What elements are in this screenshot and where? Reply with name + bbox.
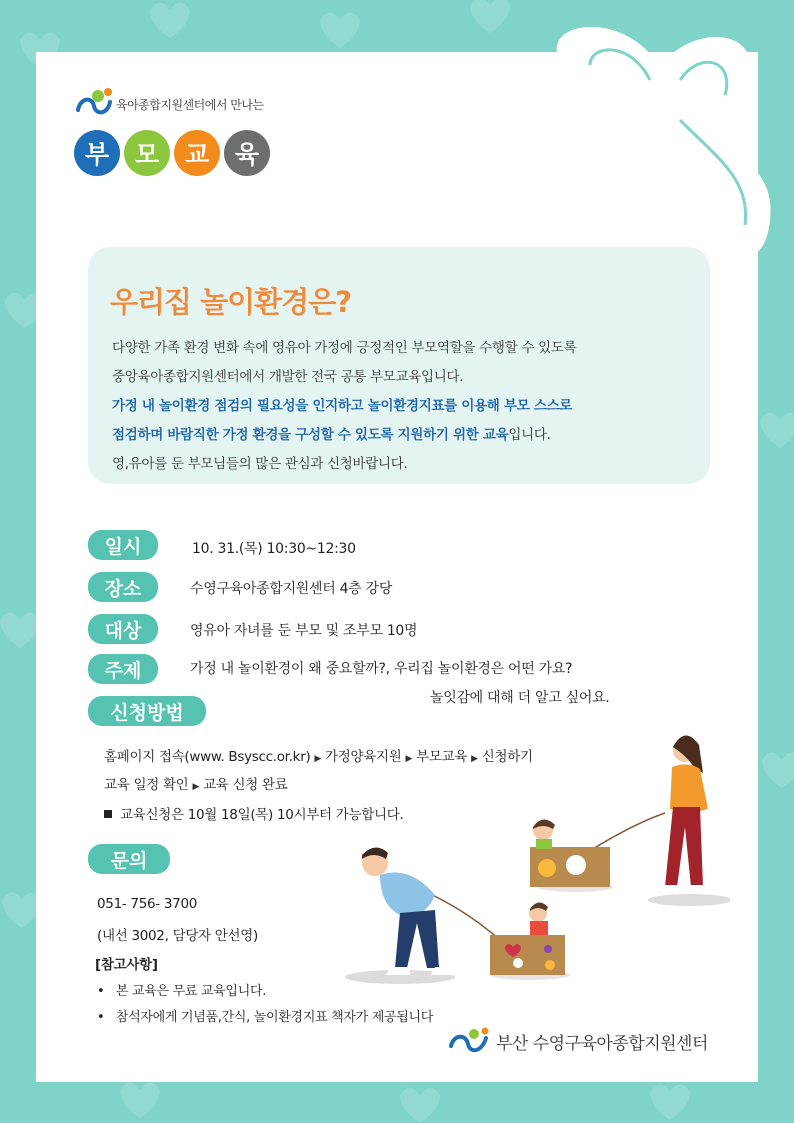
intro-title: 우리집 놀이환경은?	[110, 285, 352, 319]
apply-steps-line-2	[104, 773, 288, 793]
title-char-1: 부	[74, 130, 120, 176]
intro-text	[112, 334, 702, 479]
bullet-icon: •	[97, 1010, 105, 1025]
apply-step-apply: 신청하기	[481, 749, 533, 765]
apply-method-label: 신청방법	[88, 696, 206, 726]
header-logo	[74, 84, 264, 124]
place-value: 수영구육아종합지원센터 4층 강당	[190, 581, 393, 597]
apply-step-complete: 교육 신청 완료	[203, 777, 288, 793]
apply-step-schedule: 교육 일정 확인	[104, 777, 189, 793]
bullet-icon: •	[97, 984, 105, 999]
intro-line-1: 다양한 가족 환경 변화 속에 영유아 가정에 긍정적인 부모역할을 수행할 수 있도록	[112, 340, 577, 356]
reference-item-1	[97, 980, 266, 999]
arrow-right-icon: ▶	[405, 754, 413, 764]
title-char-3: 교	[174, 130, 220, 176]
center-logo-icon	[448, 1026, 492, 1056]
topic-value-1: 가정 내 놀이환경이 왜 중요할까?, 우리집 놀이환경은 어떤 가요?	[190, 661, 573, 677]
header-subtitle: 육아종합지원센터에서 만나는	[116, 97, 264, 112]
target-label: 대상	[88, 614, 158, 644]
contact-label: 문의	[88, 844, 170, 874]
topic-label: 주제	[88, 654, 158, 684]
topic-value-2: 놀잇감에 대해 더 알고 싶어요.	[430, 690, 610, 706]
intro-line-4	[112, 421, 702, 450]
apply-step-parent-edu: 부모교육	[416, 749, 468, 765]
reference-item-2-text: 참석자에게 기념품,간식, 놀이환경지표 책자가 제공됩니다	[115, 1010, 434, 1025]
arrow-right-icon: ▶	[314, 754, 322, 764]
contact-extension: (내선 3002, 담당자 안선영)	[97, 928, 258, 944]
title-char-2: 모	[124, 130, 170, 176]
intro-line-5: 영,유아를 둔 부모님들의 많은 관심과 신청바랍니다.	[112, 456, 408, 472]
target-value: 영유아 자녀를 둔 부모 및 조부모 10명	[190, 623, 418, 639]
footer-logo	[448, 1026, 708, 1056]
place-label: 장소	[88, 572, 158, 602]
square-bullet-icon	[104, 810, 112, 818]
apply-step-homepage: 홈페이지 접속(www. Bsyscc.or.kr)	[104, 749, 311, 765]
date-label: 일시	[88, 530, 158, 560]
apply-notice-text: 교육신청은 10월 18일(목) 10시부터 가능합니다.	[120, 807, 404, 823]
apply-step-home-care: 가정양육지원	[325, 749, 402, 765]
family-pulling-boxes-illustration	[340, 735, 730, 995]
title-char-4: 육	[224, 130, 270, 176]
date-value: 10. 31.(목) 10:30~12:30	[192, 541, 356, 557]
contact-phone: 051- 756- 3700	[97, 896, 198, 912]
intro-line-4-highlight: 점검하며 바람직한 가정 환경을 구성할 수 있도록 지원하기 위한 교육	[112, 427, 509, 443]
intro-line-2: 중앙육아종합지원센터에서 개발한 전국 공통 부모교육입니다.	[112, 369, 464, 385]
reference-item-2	[97, 1006, 433, 1025]
footer-org-name: 부산 수영구육아종합지원센터	[496, 1033, 708, 1054]
main-title	[74, 130, 270, 176]
reference-title: [참고사항]	[95, 957, 158, 973]
arrow-right-icon: ▶	[471, 754, 478, 764]
center-logo-icon	[74, 86, 114, 122]
intro-line-4-tail: 입니다.	[508, 427, 551, 443]
reference-item-1-text: 본 교육은 무료 교육입니다.	[115, 984, 267, 999]
ribbon-bow-decoration	[520, 10, 794, 280]
arrow-right-icon: ▶	[192, 782, 200, 792]
intro-line-3: 가정 내 놀이환경 점검의 필요성을 인지하고 놀이환경지표를 이용해 부모 스스로	[112, 398, 573, 414]
